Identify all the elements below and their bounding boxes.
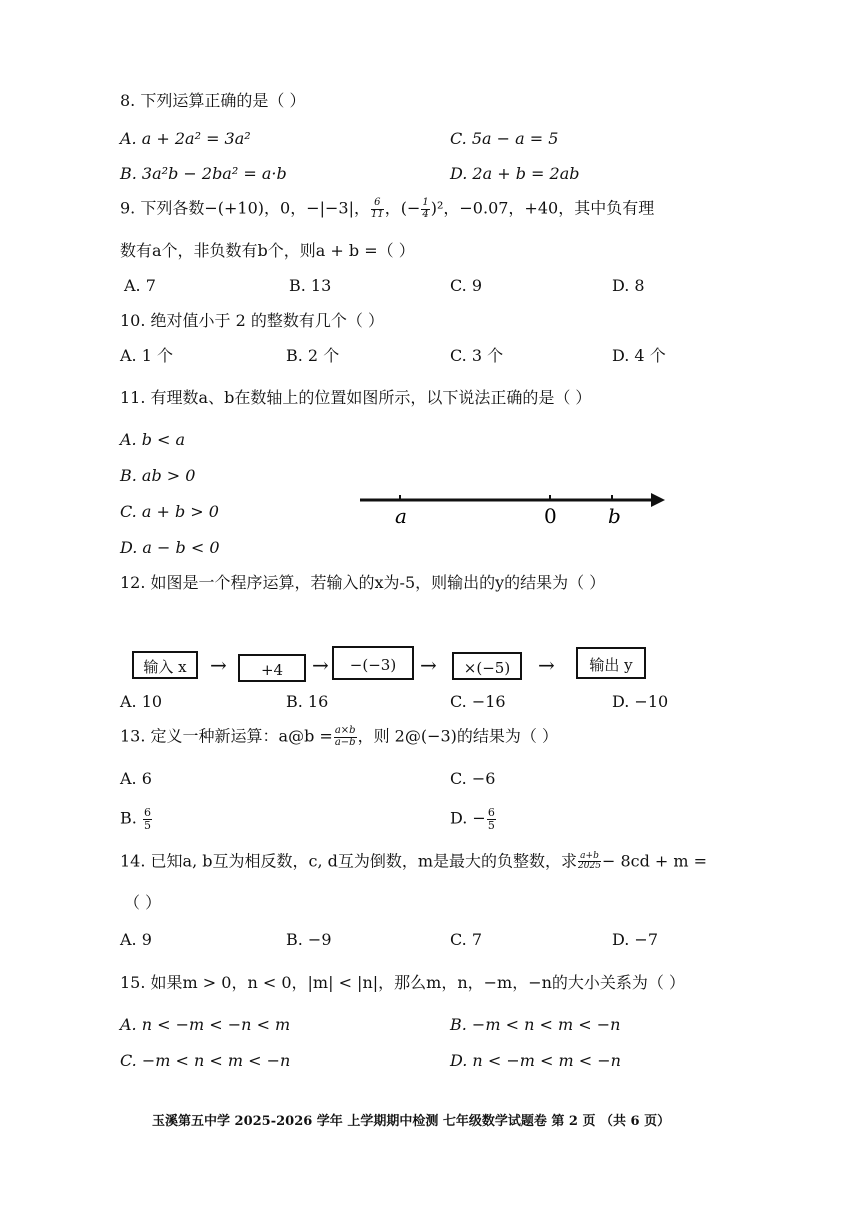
q9-frac2-den: 4 xyxy=(422,208,429,220)
q9-option-d: D. 8 xyxy=(612,276,645,295)
q8-option-c: C. 5a − a = 5 xyxy=(450,129,559,148)
q12-option-d: D. −10 xyxy=(612,692,669,711)
q9-stem-part1: 9. 下列各数−(+10)，0，−|−3|， xyxy=(120,198,370,218)
q13-option-d xyxy=(450,807,497,831)
q9-stem xyxy=(120,198,654,220)
q13-option-a: A. 6 xyxy=(120,769,152,788)
flow-box-output: 输出 y xyxy=(576,647,646,679)
q8-option-a: A. a + 2a² = 3a² xyxy=(120,129,251,148)
q8-stem: 8. 下列运算正确的是（ ） xyxy=(120,91,306,110)
q14-option-d: D. −7 xyxy=(612,930,659,949)
q13-option-d-prefix: D. − xyxy=(450,808,486,828)
q15-option-a: A. n < −m < −n < m xyxy=(120,1015,291,1034)
q13-option-c: C. −6 xyxy=(450,769,496,788)
q9-fraction-1 xyxy=(371,198,384,220)
q9-option-c: C. 9 xyxy=(450,276,483,295)
q14-stem-part1: 14. 已知a, b互为相反数，c, d互为倒数，m是最大的负整数，求 xyxy=(120,851,578,871)
q13-option-d-num: 6 xyxy=(487,806,495,819)
flow-box-input: 输入 x xyxy=(132,651,198,679)
q12-stem: 12. 如图是一个程序运算，若输入的x为-5，则输出的y的结果为（ ） xyxy=(120,573,606,592)
page-footer: 玉溪第五中学 2025-2026 学年 上学期期中检测 七年级数学试题卷 第 2 页 （共 6 页） xyxy=(152,1114,671,1129)
q10-option-c: C. 3 个 xyxy=(450,346,504,365)
q13-option-d-fraction xyxy=(487,807,496,831)
q10-stem: 10. 绝对值小于 2 的整数有几个（ ） xyxy=(120,311,384,330)
q9-stem-part3: )²，−0.07，+40，其中负有理 xyxy=(430,198,655,218)
number-line-arrowhead xyxy=(651,493,665,507)
q10-option-d: D. 4 个 xyxy=(612,346,666,365)
q13-option-b-prefix: B. xyxy=(120,808,137,828)
q13-stem xyxy=(120,726,558,748)
q9-stem-line2: 数有a个，非负数有b个，则a + b =（ ） xyxy=(120,241,415,260)
axis-label-b: b xyxy=(608,504,621,528)
q11-option-a: A. b < a xyxy=(120,430,186,449)
q15-stem: 15. 如果m > 0，n < 0，|m| < |n|，那么m，n，−m，−n的大小关系为（ ） xyxy=(120,973,685,992)
q8-option-b: B. 3a²b − 2ba² = a·b xyxy=(120,164,287,183)
q11-option-c: C. a + b > 0 xyxy=(120,502,219,521)
q10-option-b: B. 2 个 xyxy=(286,346,340,365)
axis-label-zero: 0 xyxy=(544,504,557,528)
q9-stem-part2: ，(− xyxy=(384,198,421,218)
q14-frac-num: a+b xyxy=(578,852,601,862)
axis-label-a: a xyxy=(395,504,407,528)
q14-stem-line2: （ ） xyxy=(124,893,162,912)
q14-stem xyxy=(120,852,707,872)
q13-option-b xyxy=(120,807,153,831)
q12-option-c: C. −16 xyxy=(450,692,506,711)
flow-arrow-3: → xyxy=(420,653,437,677)
q9-option-a: A. 7 xyxy=(124,276,156,295)
flow-arrow-4: → xyxy=(538,653,555,677)
q13-option-b-num: 6 xyxy=(143,806,151,819)
q15-option-c: C. −m < n < m < −n xyxy=(120,1051,291,1070)
flow-arrow-2: → xyxy=(312,653,329,677)
q11-stem: 11. 有理数a、b在数轴上的位置如图所示，以下说法正确的是（ ） xyxy=(120,388,592,407)
flow-arrow-1: → xyxy=(210,653,227,677)
q11-option-b: B. ab > 0 xyxy=(120,466,196,485)
q8-option-d: D. 2a + b = 2ab xyxy=(450,164,580,183)
q13-frac-den: a−b xyxy=(334,736,356,748)
q13-option-b-den: 5 xyxy=(143,818,151,832)
q14-frac-den: 2025 xyxy=(578,861,601,872)
q13-frac-num: a×b xyxy=(334,725,356,736)
q15-option-d: D. n < −m < m < −n xyxy=(450,1051,621,1070)
q9-frac1-den: 11 xyxy=(370,208,384,220)
q9-frac2-num: 1 xyxy=(422,197,429,208)
flow-box-minus-neg3: −(−3) xyxy=(332,646,414,680)
q15-option-b: B. −m < n < m < −n xyxy=(450,1015,621,1034)
q14-fraction xyxy=(578,852,601,872)
q12-option-a: A. 10 xyxy=(120,692,163,711)
q14-option-c: C. 7 xyxy=(450,930,483,949)
q13-stem-part2: ，则 2@(−3)的结果为（ ） xyxy=(357,726,558,746)
q14-option-b: B. −9 xyxy=(286,930,332,949)
flow-box-times-neg5: ×(−5) xyxy=(452,652,522,680)
number-line-figure xyxy=(355,485,675,535)
q9-fraction-2 xyxy=(421,198,429,220)
q11-option-d: D. a − b < 0 xyxy=(120,538,220,557)
q14-option-a: A. 9 xyxy=(120,930,152,949)
q14-stem-part2: − 8cd + m = xyxy=(601,851,708,871)
q13-option-d-den: 5 xyxy=(487,818,495,832)
q9-frac1-num: 6 xyxy=(371,198,384,210)
q13-fraction xyxy=(334,726,357,748)
q12-option-b: B. 16 xyxy=(286,692,329,711)
flow-box-plus4: +4 xyxy=(238,654,306,682)
q10-option-a: A. 1 个 xyxy=(120,346,173,365)
q13-option-b-fraction xyxy=(143,807,152,831)
q9-option-b: B. 13 xyxy=(289,276,332,295)
q13-stem-part1: 13. 定义一种新运算：a@b = xyxy=(120,726,333,746)
